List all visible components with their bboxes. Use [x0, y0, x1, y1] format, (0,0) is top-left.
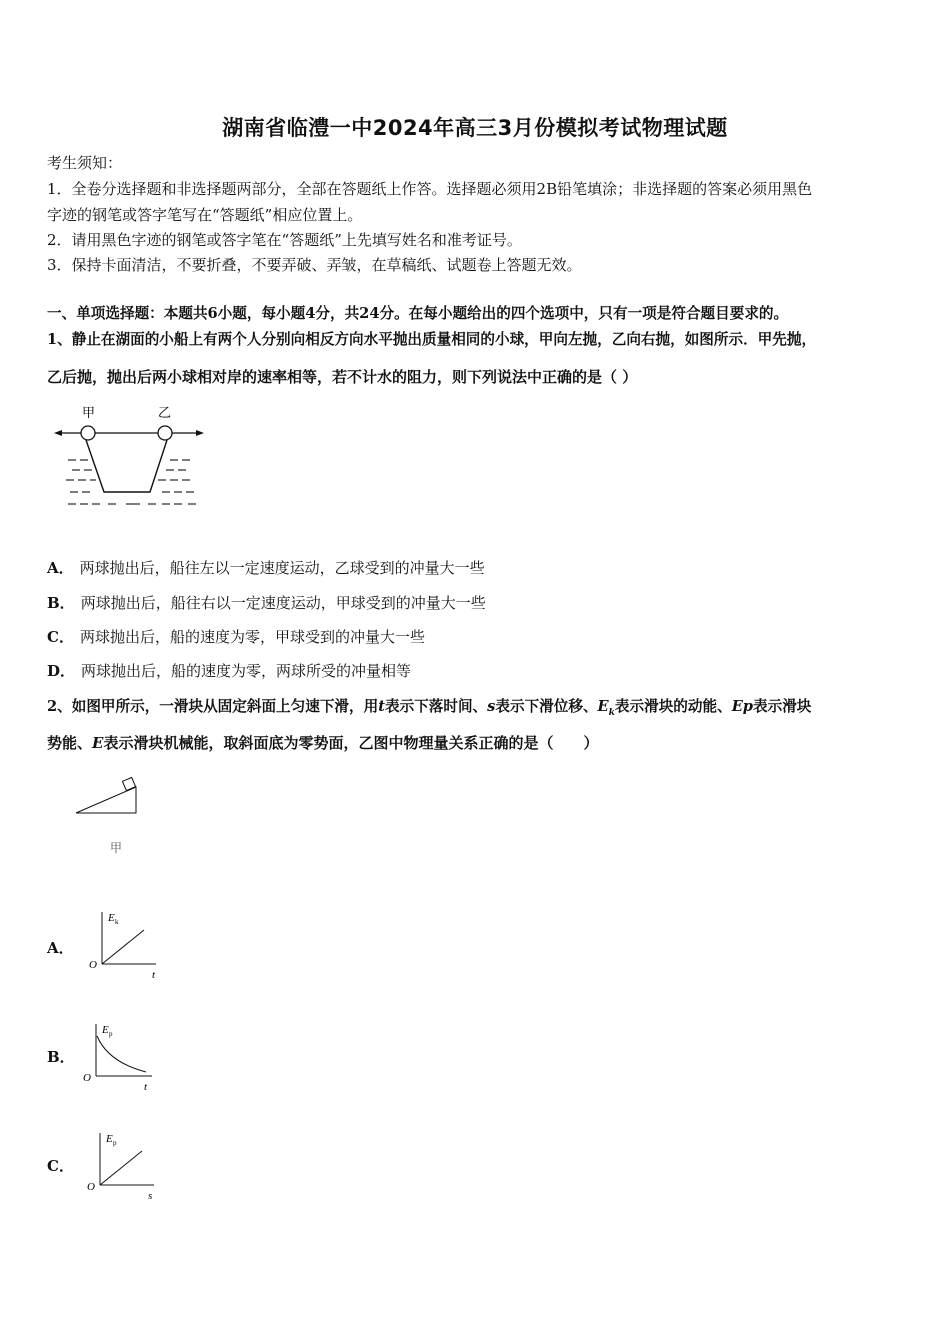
svg-text:t: t	[144, 1081, 148, 1093]
svg-text:t: t	[152, 969, 156, 981]
option-text: 两球抛出后，船往右以一定速度运动，甲球受到的冲量大一些	[80, 594, 486, 612]
incline-figure	[70, 775, 150, 860]
option-text: 两球抛出后，船往左以一定速度运动，乙球受到的冲量大一些	[79, 559, 485, 577]
option-letter: B．	[47, 1048, 75, 1066]
svg-text:s: s	[148, 1190, 153, 1202]
incline-caption: 甲	[110, 841, 123, 855]
option-letter: C．	[47, 1157, 74, 1175]
svg-text:O: O	[87, 1181, 95, 1193]
option-letter: B．	[47, 594, 75, 612]
graph-c	[84, 1127, 164, 1207]
q1-option-c[interactable]	[47, 626, 425, 647]
page-title: 湖南省临澧一中2024年高三3月份模拟考试物理试题	[222, 116, 728, 140]
option-letter: D．	[47, 662, 76, 680]
q1-stem-line2: 乙后抛，抛出后两小球相对岸的速率相等，若不计水的阻力，则下列说法中正确的是（ ）	[47, 368, 638, 386]
q1-option-d[interactable]	[47, 660, 411, 681]
notice-item: 2．请用黑色字迹的钢笔或答字笔在“答题纸”上先填写姓名和准考证号。	[47, 231, 522, 249]
figure-label-yi: 乙	[158, 405, 172, 420]
graph-b	[80, 1018, 160, 1098]
notice-heading: 考生须知：	[47, 154, 123, 172]
svg-text:E: E	[108, 912, 115, 924]
q2-stem-line2: 势能、E表示滑块机械能，取斜面底为零势面，乙图中物理量关系正确的是（ ）	[47, 734, 599, 752]
q2-stem-line1: 2、如图甲所示，一滑块从固定斜面上匀速下滑，用t表示下落时间、s表示下滑位移、$E_k$表示滑块的动能、Ep表示滑块	[47, 698, 812, 718]
option-letter: A．	[47, 559, 74, 577]
notice-item: 字迹的钢笔或答字笔写在“答题纸”相应位置上。	[47, 206, 363, 224]
graph-a	[86, 906, 166, 986]
section-heading: 一、单项选择题：本题共6小题，每小题4分，共24分。在每小题给出的四个选项中，只有一项是符合题目要求的。	[47, 305, 789, 322]
q1-option-a[interactable]	[47, 557, 485, 578]
option-letter: C．	[47, 628, 74, 646]
svg-text:O: O	[89, 959, 97, 971]
notice-item: 1．全卷分选择题和非选择题两部分，全部在答题纸上作答。选择题必须用2B铅笔填涂；非选择题的答案必须用黑色	[47, 180, 813, 198]
svg-text:k: k	[115, 918, 119, 926]
svg-text:E: E	[106, 1133, 113, 1145]
q2-option-c[interactable]	[47, 1155, 80, 1176]
q1-stem-line1: 1、静止在湖面的小船上有两个人分别向相反方向水平抛出质量相同的小球，甲向左抛，乙向右抛，如图所示．甲先抛，	[47, 331, 817, 348]
boat-figure	[50, 400, 210, 515]
svg-text:O: O	[83, 1072, 91, 1084]
q2-option-b[interactable]	[47, 1046, 81, 1067]
figure-label-jia: 甲	[82, 405, 96, 420]
svg-text:E: E	[102, 1024, 109, 1036]
option-letter: A．	[47, 939, 74, 957]
svg-text:p: p	[109, 1030, 113, 1038]
q2-option-a[interactable]	[47, 937, 80, 958]
notice-item: 3．保持卡面清洁，不要折叠，不要弄破、弄皱，在草稿纸、试题卷上答题无效。	[47, 256, 582, 274]
svg-text:p: p	[113, 1139, 117, 1147]
q1-option-b[interactable]	[47, 592, 486, 613]
option-text: 两球抛出后，船的速度为零，甲球受到的冲量大一些	[79, 628, 425, 646]
option-text: 两球抛出后，船的速度为零，两球所受的冲量相等	[81, 662, 412, 680]
